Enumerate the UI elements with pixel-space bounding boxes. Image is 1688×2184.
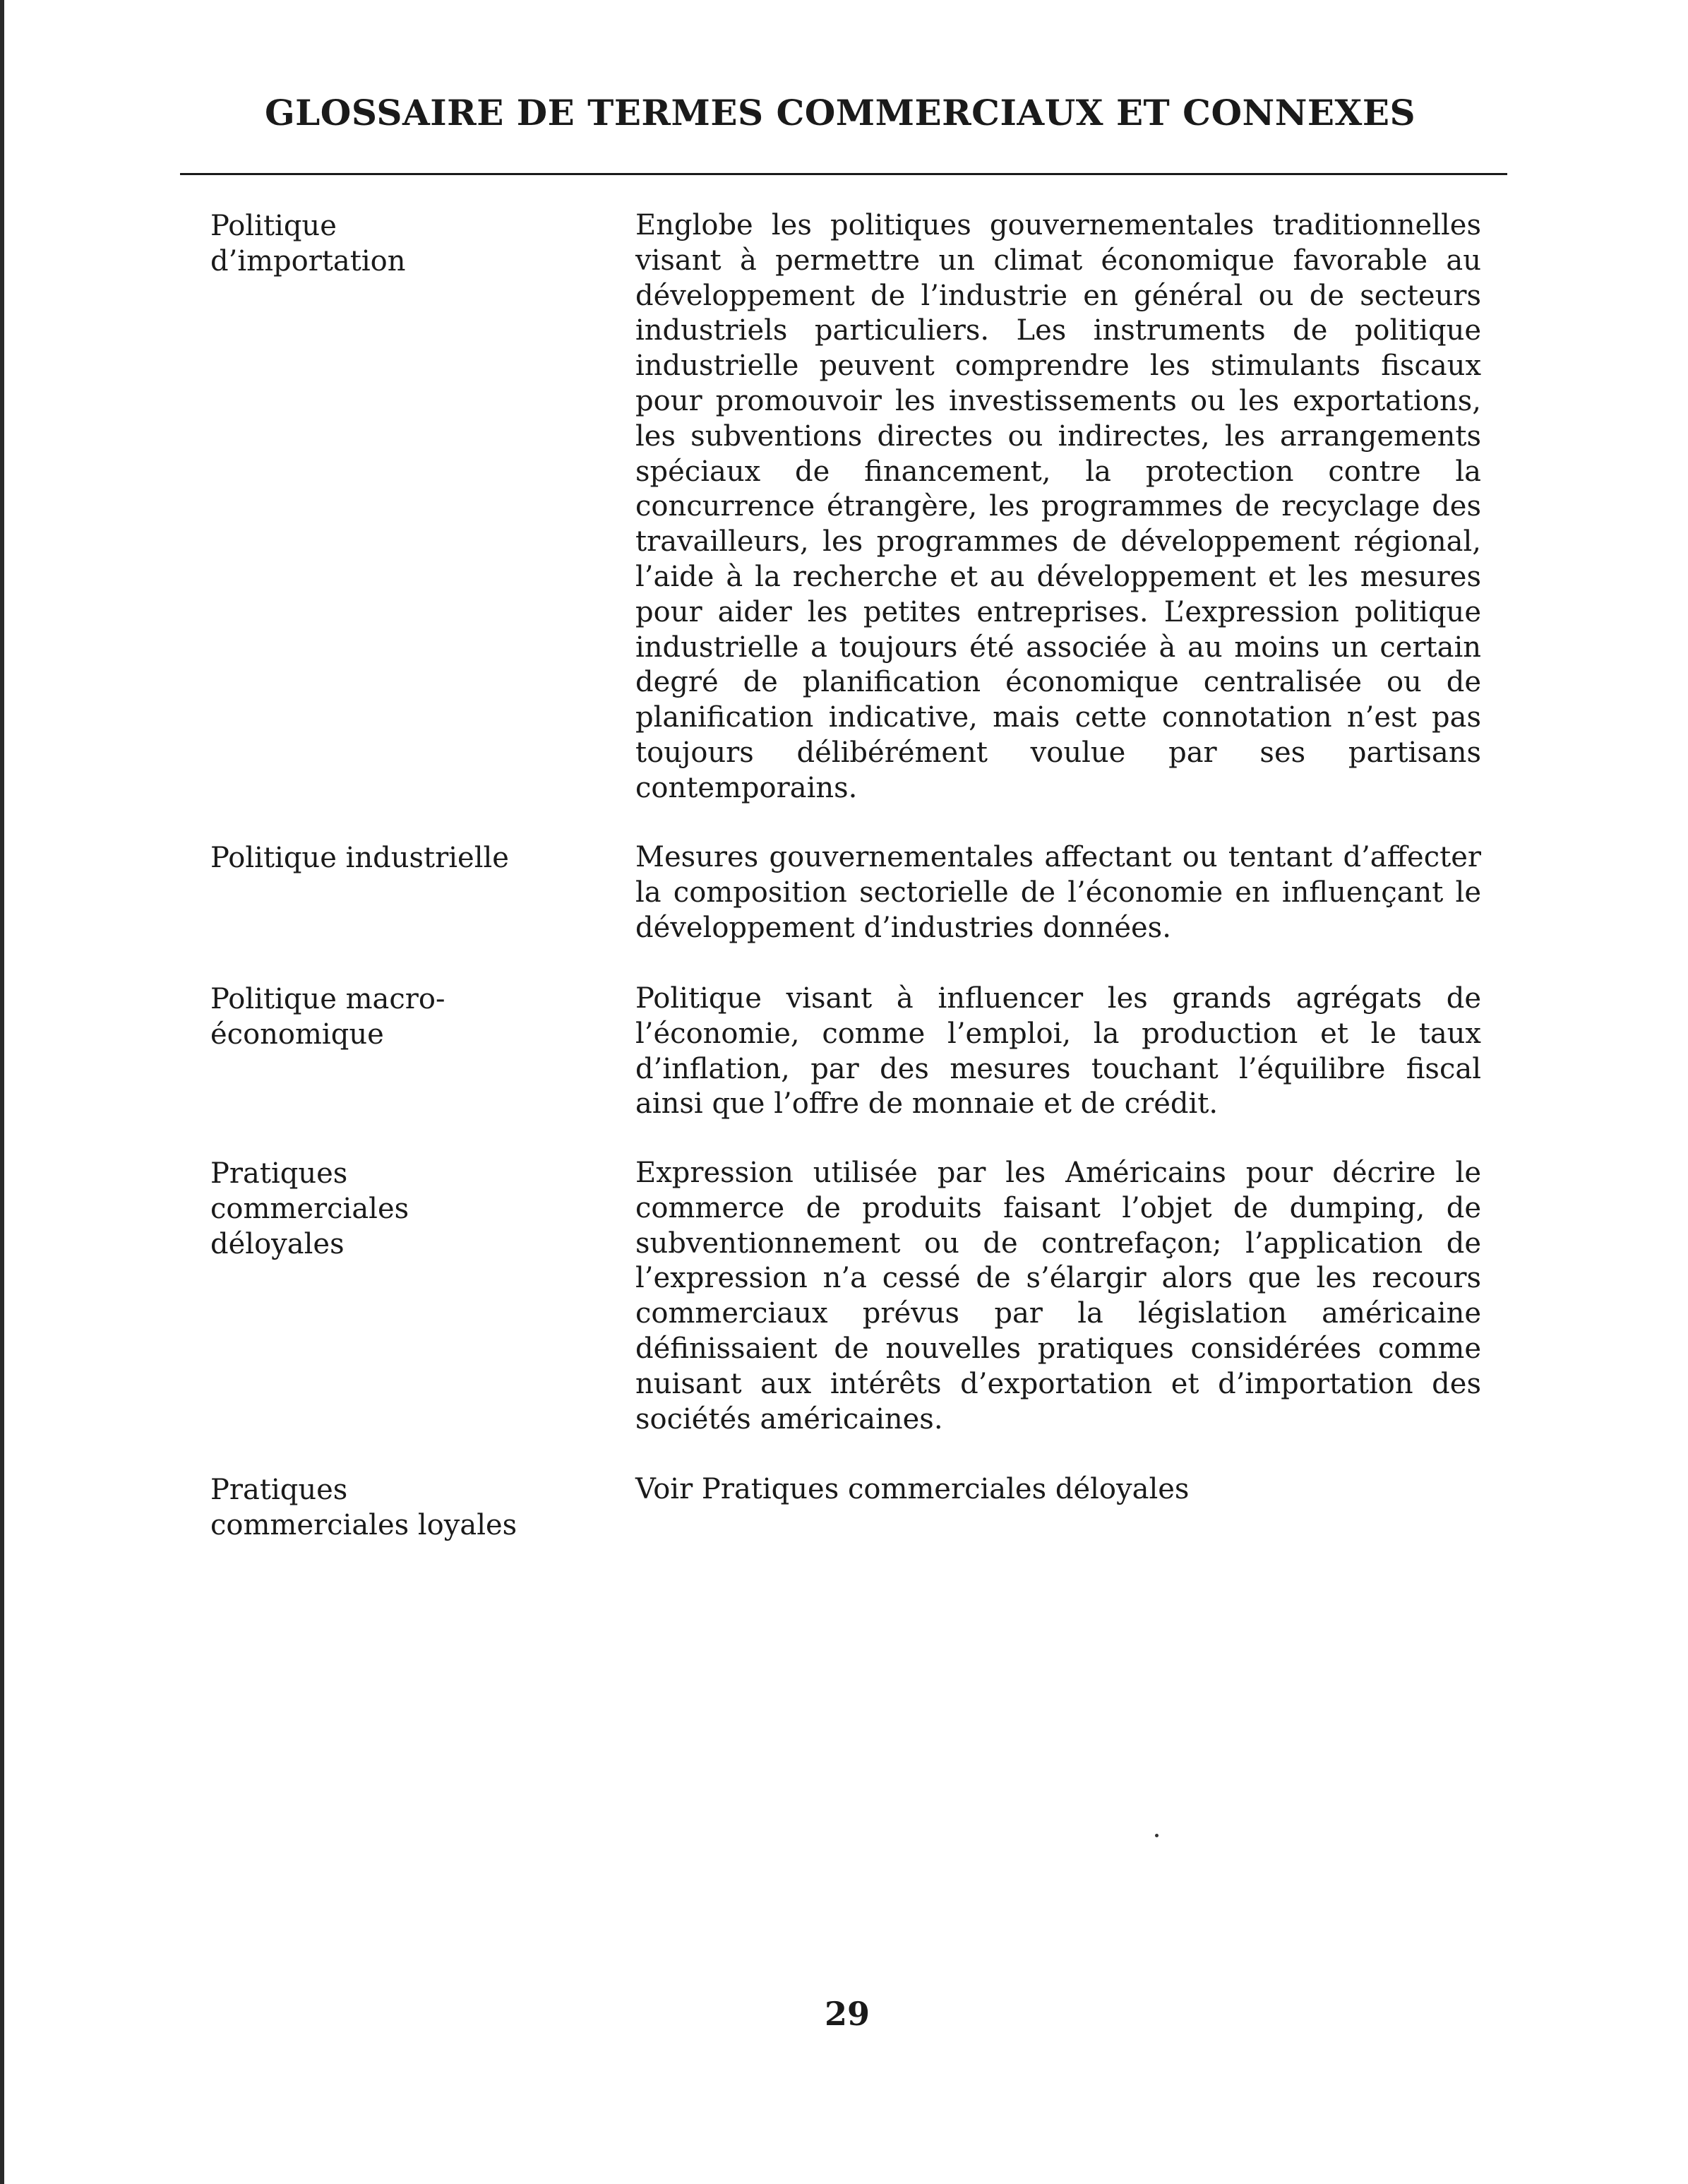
glossary-term: Politique industrielle: [210, 842, 509, 874]
glossary-definition: Mesures gouvernementales affectant ou tentant d’affecter la composition sectorielle de l’économie en influençant le développement d’industries données.: [635, 841, 1481, 944]
running-head-title: GLOSSAIRE DE TERMES COMMERCIAUX ET CONNEXES: [264, 92, 1416, 133]
glossary-term: Politique d’importation: [210, 210, 406, 278]
scan-speck: [1155, 1834, 1159, 1837]
glossary-definition: Expression utilisée par les Américains pour décrire le commerce de produits faisant l’objet de dumping, de subventionnement ou de contrefaçon; l’application de l’expression n’a cessé de s’élargir alors que les recours commerciaux prévus par la législation américaine définissaient de nouvelles pratiques considérées comme nuisant aux intérêts d’exportation et d’importation des sociétés américaines.: [635, 1157, 1481, 1436]
glossary-term: Pratiques commerciales loyales: [210, 1474, 517, 1541]
glossary-term: Politique macro- économique: [210, 983, 445, 1051]
glossary-definition: Englobe les politiques gouvernementales traditionnelles visant à permettre un climat économique favorable au développement de l’industrie en général ou de secteurs industriels particuliers. Les instruments de politique industrielle peuvent comprendre les stimulants fiscaux pour promouvoir les investissements ou les exportations, les subventions directes ou indirectes, les arrangements spéciaux de financement, la protection contre la concurrence étrangère, les programmes de recyclage des travailleurs, les programmes de développement régional, l’aide à la recherche et au développement et les mesures pour aider les petites entreprises. L’expression politique industrielle a toujours été associée à au moins un certain degré de planification économique centralisée ou de planification indicative, mais cette connotation n’est pas toujours délibérément voulue par ses partisans contemporains.: [635, 209, 1481, 804]
glossary-definition: Politique visant à influencer les grands agrégats de l’économie, comme l’emploi, la production et le taux d’inflation, par des mesures touchant l’équilibre fiscal ainsi que l’offre de monnaie et de crédit.: [635, 982, 1481, 1121]
page-number: 29: [824, 1995, 870, 2033]
glossary-definition: Voir Pratiques commerciales déloyales: [635, 1473, 1190, 1505]
glossary-term: Pratiques commerciales déloyales: [210, 1157, 409, 1260]
